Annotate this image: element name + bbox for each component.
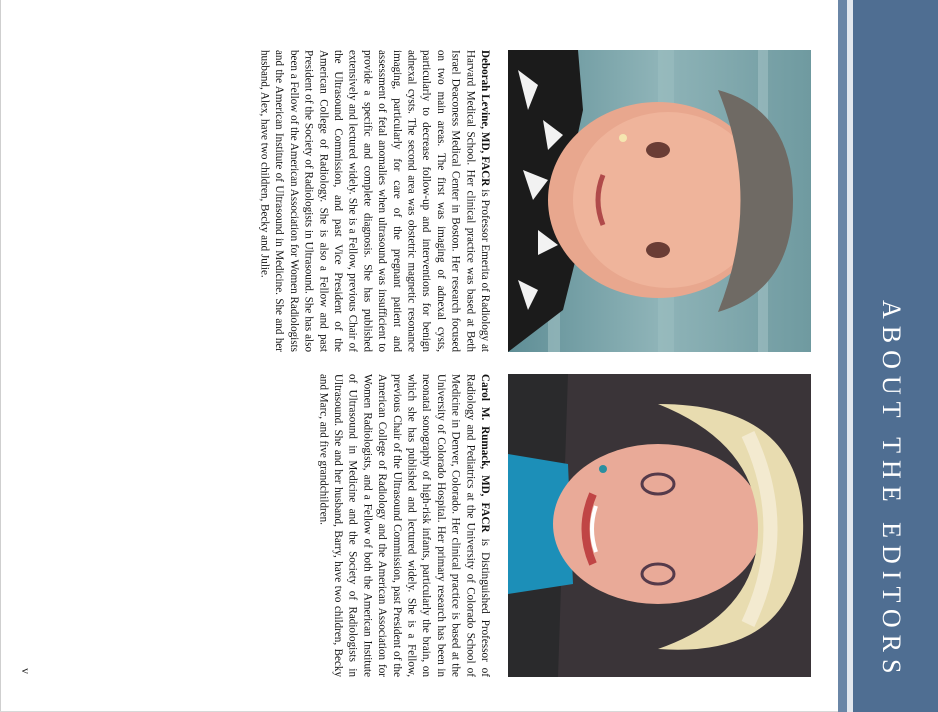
editor-name: Carol M. Rumack, MD, FACR — [479, 374, 491, 533]
portrait-image — [508, 374, 811, 677]
editor-bio-text: is Professor Emerita of Radiology at Harvard Medical School. Her clinical practice was based at Beth Israel Deaconess Medical Center in Boston. Her research focused on two main areas. The first was imaging of adnexal cysts, particularly to decrease follow-up and interventions for benign adnexal cysts. The second area was obstetric magnetic resonance imaging, particularly for care of the pregnant patient and assessment of fetal anomalies when ultrasound was insufficient to provide a specific and complete diagnosis. She has published extensively and lectured widely. She is a Fellow, previous Chair of the Ultrasound Commission, and past Vice President of the American College of Radiology. She is also a Fellow and past President of the Society of Radiologists in Ultrasound. She has also been a Fellow of the American Association for Women Radiologists and the American Institute of Ultrasound in Medicine. She and her husband, Alex, have two children, Becky and Julie. — [258, 50, 491, 352]
portrait-image — [508, 50, 811, 352]
editor-photo-rumack — [508, 374, 811, 677]
editor-bio-levine — [248, 50, 492, 352]
editor-photo-levine — [508, 50, 811, 352]
page-left-border — [0, 0, 1, 712]
editor-bio-text: is Distinguished Professor of Radiology and Pediatrics at the University of Colorado School of Medicine in Denver, Colorado. Her clinical practice is based at the University of Colorado Hospital. Her primary research has been in neonatal sonography of high-risk infants, particularly the brain, on which she has published and lectured widely. She is a Fellow, previous Chair of the Ultrasound Commission, past President of the American College of Radiology and the American Association for Women Radiologists, and a Fellow of both the American Institute of Ultrasound in Medicine and the Society of Radiologists in Ultrasound. She and her husband, Barry, have two children, Becky and Marc, and five grandchildren. — [317, 374, 491, 677]
section-title: ABOUT THE EDITORS — [877, 300, 906, 681]
editor-name: Deborah Levine, MD, FACR — [479, 50, 491, 187]
page-number: v — [19, 668, 33, 674]
editor-bio-rumack — [306, 374, 492, 677]
